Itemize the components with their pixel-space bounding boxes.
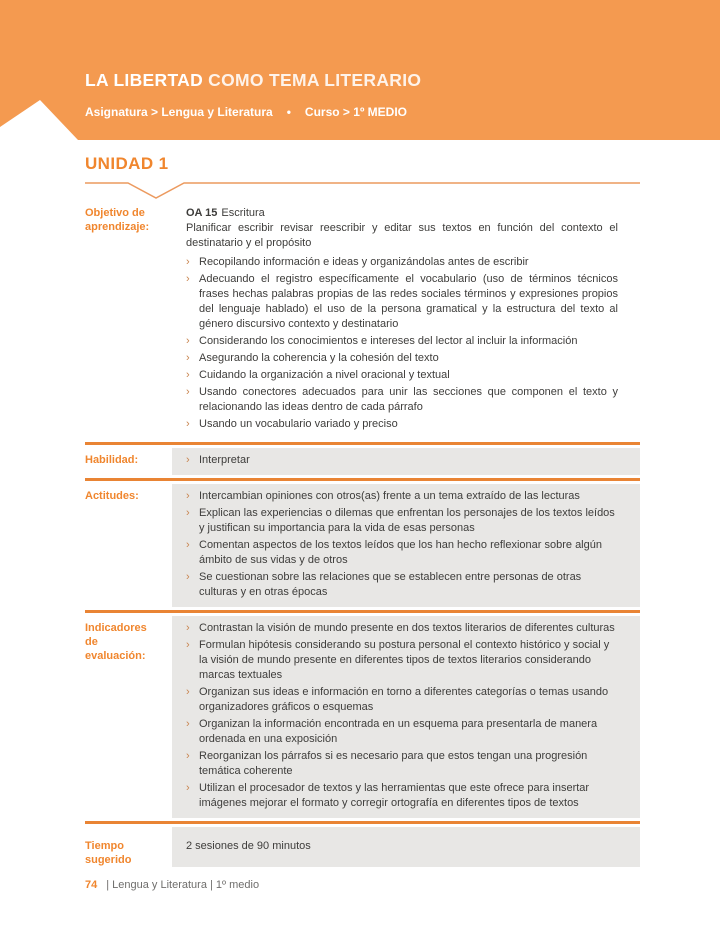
unit-title: UNIDAD 1: [85, 154, 169, 173]
curriculum-table: [85, 201, 640, 867]
page-title-primary: LA LIBERTAD: [85, 70, 204, 90]
page-footer: [85, 879, 640, 891]
bullet-icon: ›: [186, 454, 190, 466]
breadcrumb-separator-icon: •: [286, 105, 291, 119]
list-item-text: Comentan aspectos de los textos leídos que los han hecho reflexionar sobre algún ámbito de sus vidas y de otros: [199, 539, 602, 566]
bullet-icon: ›: [186, 622, 190, 634]
list-item-text: Adecuando el registro específicamente el vocabulario (uso de términos técnicos frases hechas palabras propias de las redes sociales términos y expresiones propios del lenguaje hablado) el uso de la persona gramatical y la estructura del texto al género discursivo contexto y destinatario: [199, 273, 618, 330]
list-item-text: Interpretar: [199, 454, 250, 466]
row-label-objetivo: Objetivo de aprendizaje:: [85, 207, 150, 233]
footer-text: | Lengua y Literatura | 1º medio: [106, 879, 260, 891]
actitudes-bullet-list: [186, 489, 618, 600]
page-title-secondary: COMO TEMA LITERARIO: [203, 70, 422, 90]
list-item: [186, 506, 618, 536]
orange-divider: [85, 442, 640, 445]
habilidad-bullet-list: [186, 453, 618, 468]
row-habilidad: [85, 448, 640, 475]
bullet-icon: ›: [186, 273, 190, 285]
list-item-text: Formulan hipótesis considerando su postura personal el contexto histórico y social y la visión de mundo presente en diferentes tipos de textos literarios considerando marcas textuales: [199, 639, 610, 681]
bullet-icon: ›: [186, 256, 190, 268]
bullet-icon: ›: [186, 335, 190, 347]
row-content-objetivo: [172, 201, 640, 439]
row-label-habilidad: Habilidad:: [85, 454, 139, 466]
list-item-text: Contrastan la visión de mundo presente en dos textos literarios de diferentes culturas: [199, 622, 615, 634]
row-tiempo-sugerido: [85, 827, 640, 867]
list-item: [186, 717, 618, 747]
list-item-text: Intercambian opiniones con otros(as) frente a un tema extraído de las lecturas: [199, 490, 580, 502]
list-item-text: Usando un vocabulario variado y preciso: [199, 418, 398, 430]
list-item-text: Recopilando información e ideas y organizándolas antes de escribir: [199, 256, 529, 268]
bullet-icon: ›: [186, 571, 190, 583]
list-item: [186, 489, 618, 504]
list-item-text: Reorganizan los párrafos si es necesario para que estos tengan una progresión temática coherente: [199, 750, 588, 777]
row-actitudes: [85, 484, 640, 607]
list-item-text: Asegurando la coherencia y la cohesión del texto: [199, 352, 439, 364]
list-item: [186, 570, 618, 600]
list-item: [186, 417, 618, 432]
row-content-habilidad: [172, 448, 640, 475]
bullet-icon: ›: [186, 369, 190, 381]
unit-heading: [85, 154, 640, 201]
bullet-icon: ›: [186, 352, 190, 364]
list-item: [186, 749, 618, 779]
indicadores-bullet-list: [186, 621, 618, 811]
list-item-text: Organizan la información encontrada en un esquema para presentarla de manera ordenada en una exposición: [199, 718, 598, 745]
bullet-icon: ›: [186, 639, 190, 651]
list-item-text: Cuidando la organización a nivel oracional y textual: [199, 369, 450, 381]
list-item: [186, 538, 618, 568]
list-item: [186, 685, 618, 715]
bullet-icon: ›: [186, 718, 190, 730]
row-indicadores-de-evaluacion: [85, 616, 640, 818]
bullet-icon: ›: [186, 750, 190, 762]
list-item: [186, 255, 618, 270]
page-banner: [0, 0, 720, 140]
list-item-text: Utilizan el procesador de textos y las herramientas que este ofrece para insertar imágenes mejorar el formato y corregir ortografía en diferentes tipos de textos: [199, 782, 590, 809]
oa-description: Planificar escribir revisar reescribir y editar sus textos en función del contexto el destinatario y el propósito: [186, 222, 618, 249]
breadcrumb-course: Curso > 1º MEDIO: [304, 105, 407, 119]
objetivo-bullet-list: [186, 255, 618, 432]
bullet-icon: ›: [186, 686, 190, 698]
bullet-icon: ›: [186, 539, 190, 551]
list-item-text: Considerando los conocimientos e intereses del lector al incluir la información: [199, 335, 578, 347]
row-label-indicadores: Indicadores de evaluación:: [85, 622, 147, 662]
row-label-actitudes: Actitudes:: [85, 490, 139, 502]
list-item-text: Explican las experiencias o dilemas que enfrentan los personajes de los textos leídos y justifican su importancia para la vida de esas personas: [199, 507, 615, 534]
list-item: [186, 351, 618, 366]
breadcrumb: [85, 105, 407, 119]
bullet-icon: ›: [186, 507, 190, 519]
list-item: [186, 781, 618, 811]
row-content-indicadores: [172, 616, 640, 818]
list-item: [186, 453, 618, 468]
row-content-tiempo: [172, 827, 640, 867]
unit-divider-notch-icon: [85, 182, 640, 201]
bullet-icon: ›: [186, 782, 190, 794]
banner-corner-triangle-icon: [0, 100, 80, 140]
row-label-tiempo: Tiempo sugerido: [85, 840, 132, 866]
bullet-icon: ›: [186, 386, 190, 398]
tiempo-value: 2 sesiones de 90 minutos: [186, 840, 311, 852]
oa-code: OA 15: [186, 207, 218, 219]
orange-divider: [85, 610, 640, 613]
list-item-text: Organizan sus ideas e información en torno a diferentes categorías o temas usando organizadores gráficos o esquemas: [199, 686, 609, 713]
list-item: [186, 272, 618, 332]
list-item: [186, 385, 618, 415]
row-objetivo-de-aprendizaje: [85, 201, 640, 439]
page-number: 74: [85, 879, 98, 891]
bullet-icon: ›: [186, 418, 190, 430]
breadcrumb-subject: Asignatura > Lengua y Literatura: [85, 105, 273, 119]
list-item: [186, 334, 618, 349]
oa-subject: Escritura: [221, 207, 265, 219]
list-item-text: Se cuestionan sobre las relaciones que se establecen entre personas de otras culturas y en otras épocas: [199, 571, 582, 598]
list-item-text: Usando conectores adecuados para unir las secciones que componen el texto y relacionando las ideas dentro de cada párrafo: [199, 386, 618, 413]
row-content-actitudes: [172, 484, 640, 607]
orange-divider: [85, 478, 640, 481]
list-item: [186, 368, 618, 383]
bullet-icon: ›: [186, 490, 190, 502]
oa-heading: [186, 206, 618, 221]
list-item: [186, 638, 618, 683]
list-item: [186, 621, 618, 636]
page-title: [85, 70, 421, 91]
orange-divider: [85, 821, 640, 824]
